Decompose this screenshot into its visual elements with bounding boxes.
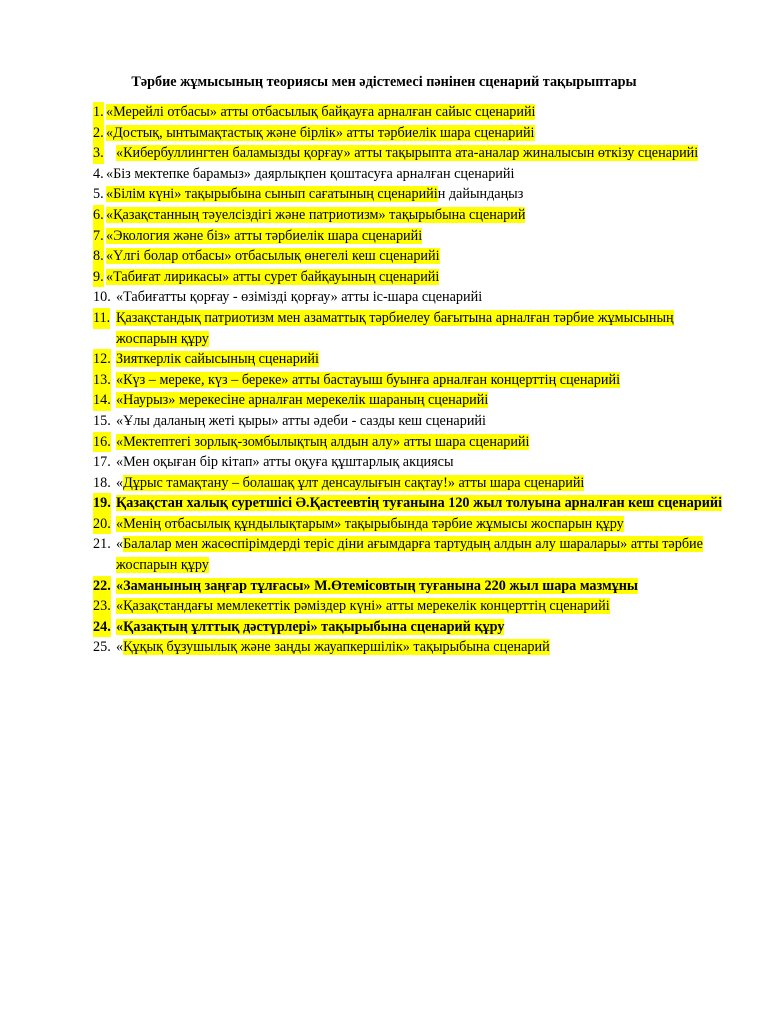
topic-number: 5. [93, 186, 104, 203]
topic-number: 3. [93, 143, 104, 164]
topic-text: « [116, 536, 124, 553]
topic-text-highlighted: «Заманының заңғар тұлғасы» М.Өтемісовтың туғанына 220 жыл шара мазмұны [116, 577, 638, 594]
topic-number: 22. [93, 576, 111, 597]
topic-item [93, 226, 733, 247]
topic-item [93, 267, 733, 288]
topic-text-highlighted: Құқық бұзушылық және заңды жауапкершілік» тақырыбына сценарий [123, 639, 550, 656]
topic-item [93, 637, 733, 658]
topic-text-highlighted: «Күз – мереке, күз – береке» атты бастауыш буынға арналған концерттің сценарийі [116, 371, 621, 388]
topic-number: 15. [93, 412, 111, 429]
topic-text: « [116, 639, 124, 656]
topic-number: 19. [93, 493, 111, 514]
topic-item [93, 411, 733, 432]
topic-item [93, 164, 733, 185]
topic-text-highlighted: Дұрыс тамақтану – болашақ ұлт денсаулығын сақтау!» атты шара сценарийі [123, 474, 585, 491]
topic-number: 1. [93, 102, 104, 123]
topic-list [93, 102, 733, 658]
topic-number: 10. [93, 289, 111, 306]
topic-item [93, 473, 733, 494]
topic-number: 6. [93, 205, 104, 226]
topic-text-highlighted: «Мектептегі зорлық-зомбылықтың алдын алу» атты шара сценарийі [116, 433, 530, 450]
topic-item [93, 576, 733, 597]
topic-number: 16. [93, 432, 111, 453]
topic-number: 13. [93, 370, 111, 391]
topic-number: 17. [93, 454, 111, 471]
topic-item [93, 123, 733, 144]
topic-item [93, 308, 733, 349]
topic-item [93, 349, 733, 370]
topic-item [93, 514, 733, 535]
topic-item [93, 432, 733, 453]
topic-number: 20. [93, 514, 111, 535]
topic-number: 7. [93, 226, 104, 247]
topic-number: 23. [93, 596, 111, 617]
topic-text-highlighted: «Қазақстанның тәуелсіздігі және патриотизм» тақырыбына сценарий [106, 206, 526, 223]
topic-item [93, 102, 733, 123]
topic-item [93, 287, 733, 308]
topic-item [93, 143, 733, 164]
topic-number: 9. [93, 267, 104, 288]
topic-item [93, 205, 733, 226]
topic-text-highlighted: «Қазақтың ұлттық дәстүрлері» тақырыбына сценарий құру [116, 618, 505, 635]
topic-item [93, 246, 733, 267]
topic-text-highlighted: «Экология және біз» атты тәрбиелік шара сценарийі [106, 227, 423, 244]
topic-text-highlighted: «Табиғат лирикасы» атты сурет байқауының сценарийі [106, 268, 440, 285]
topic-number: 2. [93, 123, 104, 144]
topic-text-highlighted: Қазақстан халық суретшісі Ә.Қастеевтің туғанына 120 жыл толуына арналған кеш сценарийі [116, 495, 723, 512]
topic-number: 24. [93, 617, 111, 638]
topic-text-highlighted: «Үлгі болар отбасы» отбасылық өнегелі кеш сценарийі [106, 248, 440, 265]
topic-text-highlighted: Зияткерлік сайысының сценарийі [116, 351, 319, 368]
topic-text: « [116, 474, 124, 491]
topic-text-tail: н дайындаңыз [437, 186, 524, 203]
topic-number: 21. [93, 536, 111, 553]
topic-item [93, 493, 733, 514]
topic-item [93, 452, 733, 473]
topic-text-highlighted: «Қазақстандағы мемлекеттік рәміздер күні» атты мерекелік концерттің сценарийі [116, 598, 610, 615]
topic-item [93, 534, 733, 575]
topic-number: 11. [93, 308, 110, 329]
topic-number: 4. [93, 165, 104, 182]
topic-item [93, 617, 733, 638]
topic-item [93, 390, 733, 411]
topic-text-highlighted: «Наурыз» мерекесіне арналған мерекелік шараның сценарийі [116, 392, 489, 409]
topic-number: 18. [93, 474, 111, 491]
topic-text-highlighted: «Білім күні» тақырыбына сынып сағатының сценарийі [106, 186, 438, 203]
topic-text-highlighted: Балалар мен жасөспірімдерді теріс діни ағымдарға тартудың алдын алу шаралары» атты тәрбие жоспарын құру [116, 536, 703, 574]
topic-item [93, 370, 733, 391]
topic-text: «Ұлы даланың жеті қыры» атты әдеби - сазды кеш сценарийі [116, 412, 486, 429]
topic-text-highlighted: Қазақстандық патриотизм мен азаматтық тәрбиелеу бағытына арналған тәрбие жұмысының жоспарын құру [116, 309, 674, 347]
topic-number: 8. [93, 246, 104, 267]
topic-text: «Табиғатты қорғау - өзімізді қорғау» атты іс-шара сценарийі [116, 289, 483, 306]
topic-item [93, 596, 733, 617]
topic-text-highlighted: «Кибербуллингтен баламызды қорғау» атты тақырыпта ата-аналар жиналысын өткізу сценарийі [116, 145, 699, 162]
topic-number: 14. [93, 390, 111, 411]
topic-number: 25. [93, 639, 111, 656]
topic-number: 12. [93, 349, 111, 370]
topic-text: «Мен оқыған бір кітап» атты оқуға құштарлық акциясы [116, 454, 454, 471]
topic-text-highlighted: «Достық, ынтымақтастық және бірлік» атты тәрбиелік шара сценарийі [106, 124, 535, 141]
topic-text: «Біз мектепке барамыз» даярлықпен қоштасуға арналған сценарийі [106, 165, 515, 182]
topic-text-highlighted: «Менің отбасылық құндылықтарым» тақырыбында тәрбие жұмысы жоспарын құру [116, 515, 624, 532]
document-title: Тәрбие жұмысының теориясы мен әдістемесі пәнінен сценарий тақырыптары [131, 74, 637, 90]
topic-text-highlighted: «Мерейлі отбасы» атты отбасылық байқауға арналған сайыс сценарийі [106, 104, 536, 120]
topic-item [93, 184, 733, 205]
